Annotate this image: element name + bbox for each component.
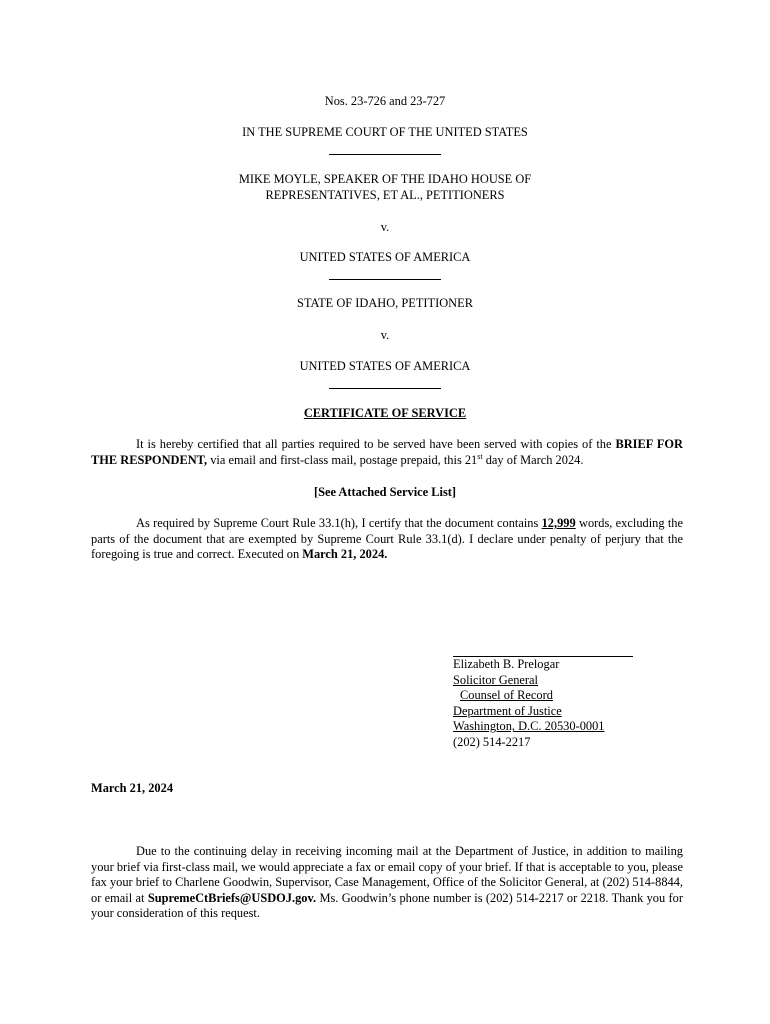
case-numbers: Nos. 23-726 and 23-727 <box>324 94 446 108</box>
respondent-1: UNITED STATES OF AMERICA <box>299 250 471 264</box>
signer-phone: (202) 514-2217 <box>453 734 531 749</box>
petitioner-1-line-2: REPRESENTATIVES, ET AL., PETITIONERS <box>265 188 505 202</box>
court-name: IN THE SUPREME COURT OF THE UNITED STATES <box>242 125 528 139</box>
service-list-wrap <box>91 485 679 501</box>
petitioner-2: STATE OF IDAHO, PETITIONER <box>297 296 473 310</box>
versus-2: v. <box>380 328 390 342</box>
word-count-text-a: As required by Supreme Court Rule 33.1(h), I certify that the document contains <box>136 516 542 530</box>
service-list-note: [See Attached Service List] <box>313 485 457 499</box>
certificate-title: CERTIFICATE OF SERVICE <box>303 406 467 420</box>
signer-name: Elizabeth B. Prelogar <box>453 657 560 671</box>
brief-title: BRIEF FOR THE RESPONDENT, <box>91 437 683 467</box>
ordinal-suffix: st <box>477 451 483 461</box>
certification-text-b: via email and first-class mail, postage prepaid, this 21 <box>207 452 478 467</box>
mail-delay-notice <box>91 844 683 922</box>
signer-department: Department of Justice <box>453 703 562 718</box>
document-date: March 21, 2024 <box>91 781 174 795</box>
executed-date: March 21, 2024. <box>302 547 388 562</box>
document-date-wrap <box>91 781 173 797</box>
versus-1: v. <box>380 220 390 234</box>
caption-divider-1 <box>329 154 441 155</box>
caption-divider-3 <box>329 388 441 389</box>
certification-text-c: day of March 2024. <box>482 452 584 467</box>
word-count: 12,999 <box>541 516 576 530</box>
notice-email: SupremeCtBriefs@USDOJ.gov. <box>147 890 317 905</box>
notice-text-b: Ms. Goodwin’s phone number is (202) 514-2217 or 2218. Thank you for your consideration of this request. <box>91 890 683 921</box>
signer-role: Counsel of Record <box>460 688 553 703</box>
word-count-paragraph <box>91 516 683 563</box>
caption-divider-2 <box>329 279 441 280</box>
signer-address: Washington, D.C. 20530-0001 <box>453 719 605 734</box>
petitioner-1-line-1: MIKE MOYLE, SPEAKER OF THE IDAHO HOUSE OF <box>238 172 532 186</box>
certification-paragraph <box>91 437 683 468</box>
respondent-2: UNITED STATES OF AMERICA <box>299 359 471 373</box>
signer-title: Solicitor General <box>453 672 538 687</box>
certification-text-a: It is hereby certified that all parties required to be served have been served with copies of the <box>136 437 616 451</box>
notice-text-a: Due to the continuing delay in receiving incoming mail at the Department of Justice, in addition to mailing your brief via first-class mail, we would appreciate a fax or email copy of your brief. If that is acceptable to you, please fax your brief to Charlene Goodwin, Supervisor, Case Management, Office of the Solicitor General, at (202) 514-8844, or email at <box>91 844 683 905</box>
signature-block <box>453 656 693 751</box>
certificate-title-wrap <box>91 406 679 422</box>
word-count-text-b: words, excluding the parts of the document that are exempted by Supreme Court Rule 33.1(d). I declare under penalty of perjury that the foregoing is true and correct. Executed on <box>91 516 683 562</box>
